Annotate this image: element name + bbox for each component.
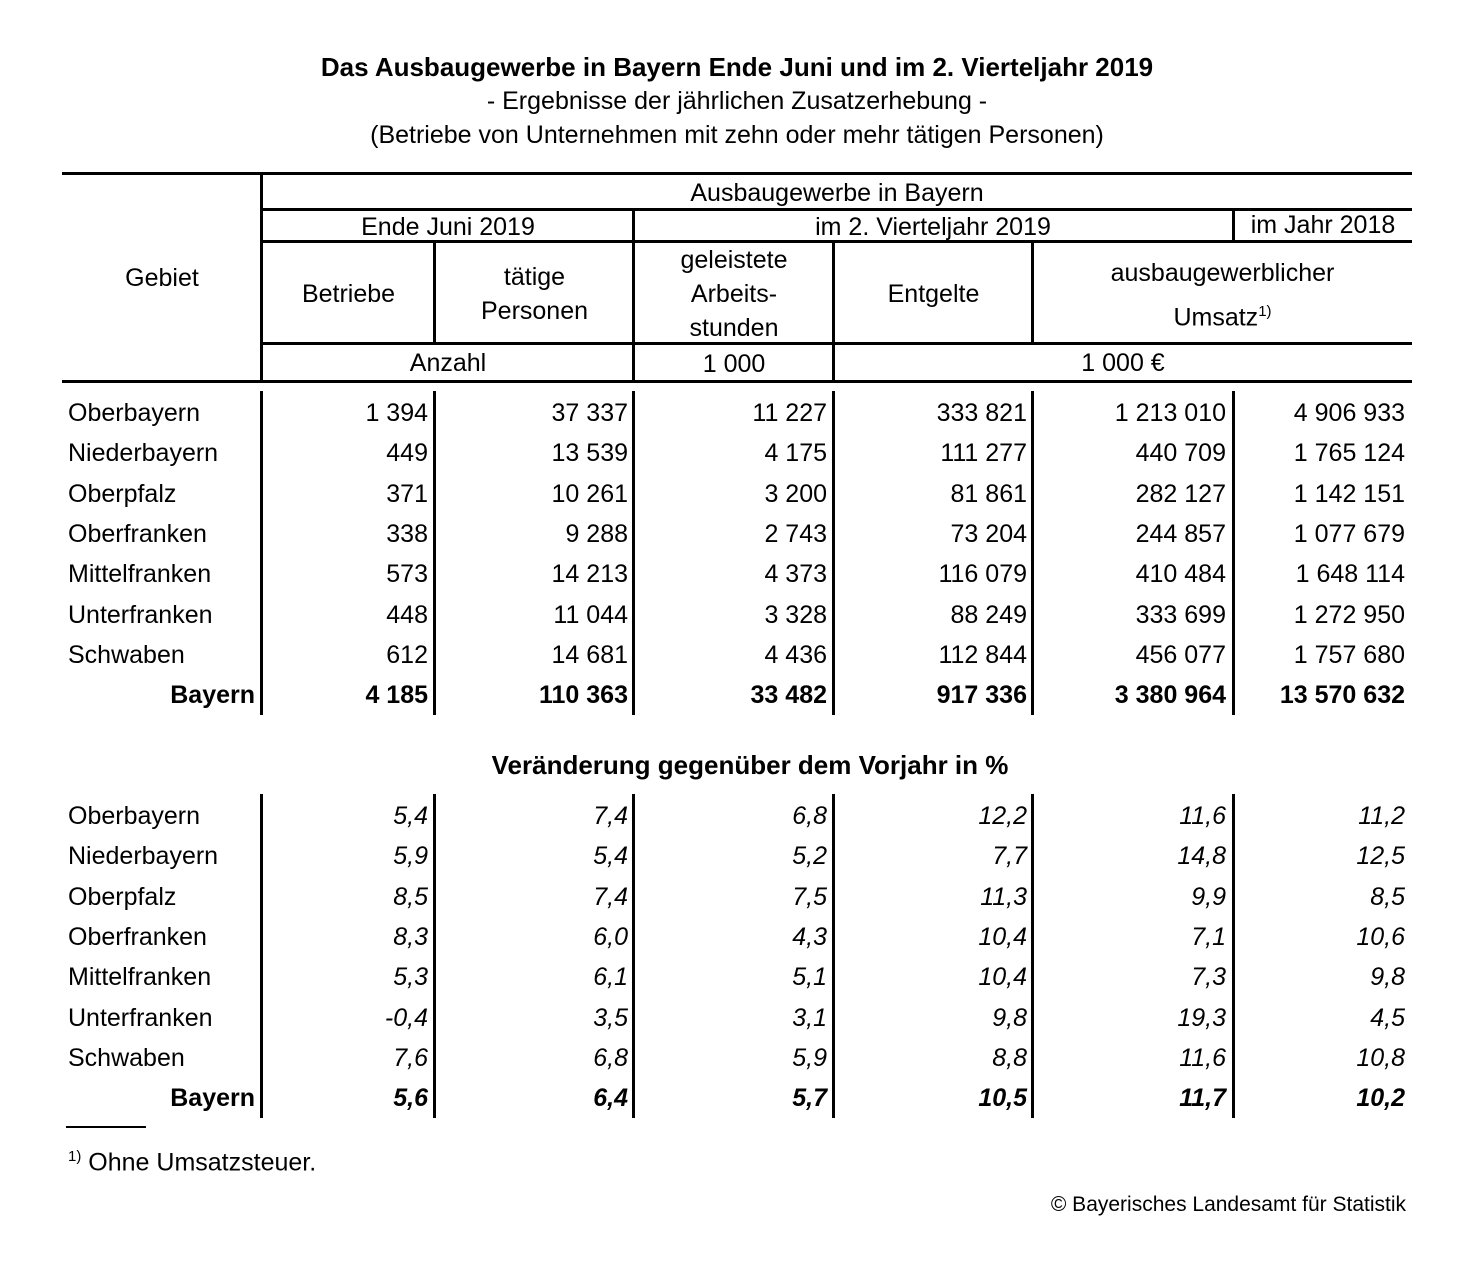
change-cell-personen: 6,4 — [593, 1084, 628, 1113]
header-stunden-2: Arbeits- — [690, 280, 778, 308]
change-cell-betriebe: -0,4 — [384, 1003, 428, 1032]
change-row-label: Unterfranken — [68, 1003, 213, 1032]
change-cell-entgelte: 7,7 — [992, 842, 1027, 871]
absolute-cell-personen: 13 539 — [551, 439, 628, 468]
change-cell-umsatz: 19,3 — [1177, 1003, 1226, 1032]
header-group: Ausbaugewerbe in Bayern — [690, 179, 984, 207]
unit-thousand-euro: 1 000 € — [1081, 349, 1165, 377]
change-cell-stunden: 5,7 — [792, 1084, 827, 1113]
change-cell-entgelte: 11,3 — [980, 882, 1027, 911]
change-cell-personen: 5,4 — [593, 842, 628, 871]
absolute-cell-entgelte: 88 249 — [950, 600, 1027, 629]
footnote: $^{1)}$ Ohne Umsatzsteuer. — [68, 1148, 317, 1177]
change-cell-personen: 6,8 — [593, 1043, 628, 1072]
change-cell-entgelte: 10,4 — [978, 963, 1027, 992]
absolute-cell-betriebe: 4 185 — [365, 681, 428, 710]
absolute-cell-betriebe: 448 — [386, 600, 428, 629]
absolute-cell-umsatz-2018: 13 570 632 — [1279, 681, 1405, 710]
change-column-divider — [832, 794, 835, 1118]
absolute-cell-umsatz-2018: 1 648 114 — [1295, 560, 1405, 589]
absolute-cell-stunden: 11 227 — [752, 399, 827, 427]
absolute-cell-stunden: 2 743 — [764, 519, 827, 548]
change-cell-stunden: 6,8 — [792, 802, 827, 830]
absolute-cell-umsatz: 3 380 964 — [1114, 681, 1226, 710]
change-cell-stunden: 5,9 — [792, 1043, 827, 1072]
absolute-cell-personen: 110 363 — [539, 681, 628, 710]
change-row-label: Niederbayern — [68, 842, 219, 871]
change-cell-personen: 6,0 — [593, 922, 628, 951]
header-umsatz-1: ausbaugewerblicher — [1110, 259, 1335, 287]
absolute-cell-entgelte: 111 277 — [940, 439, 1027, 468]
change-cell-personen: 7,4 — [593, 802, 628, 830]
change-cell-entgelte: 10,4 — [978, 922, 1027, 951]
change-cell-betriebe: 5,9 — [393, 842, 428, 871]
page-subtitle: - Ergebnisse der jährlichen Zusatzerhebung - — [486, 87, 988, 115]
absolute-cell-entgelte: 112 844 — [938, 640, 1027, 669]
absolute-cell-betriebe: 338 — [386, 519, 428, 548]
absolute-cell-umsatz: 333 699 — [1135, 600, 1226, 629]
absolute-cell-umsatz-2018: 1 077 679 — [1293, 519, 1405, 548]
change-cell-umsatz-2018: 4,5 — [1370, 1003, 1405, 1032]
absolute-cell-betriebe: 449 — [386, 439, 428, 468]
change-cell-entgelte: 10,5 — [978, 1084, 1027, 1113]
absolute-cell-entgelte: 81 861 — [950, 479, 1027, 508]
absolute-cell-umsatz: 1 213 010 — [1114, 399, 1226, 427]
change-cell-stunden: 7,5 — [792, 882, 827, 911]
absolute-cell-personen: 14 681 — [551, 640, 628, 669]
absolute-row-label: Bayern — [170, 681, 255, 710]
footnote-rule — [66, 1126, 146, 1128]
change-cell-umsatz: 9,9 — [1191, 882, 1226, 911]
absolute-cell-stunden: 33 482 — [750, 681, 827, 710]
change-cell-umsatz-2018: 11,2 — [1358, 802, 1405, 830]
absolute-cell-entgelte: 917 336 — [936, 681, 1027, 710]
absolute-cell-umsatz: 282 127 — [1135, 479, 1226, 508]
change-column-divider — [1031, 794, 1034, 1118]
absolute-cell-entgelte: 116 079 — [938, 560, 1027, 589]
change-cell-umsatz: 14,8 — [1177, 842, 1226, 871]
change-cell-umsatz: 7,3 — [1191, 963, 1226, 992]
absolute-cell-personen: 10 261 — [551, 479, 628, 508]
change-cell-personen: 7,4 — [593, 882, 628, 911]
change-row-label: Bayern — [170, 1084, 255, 1113]
copyright: © Bayerisches Landesamt für Statistik — [1050, 1193, 1406, 1216]
absolute-cell-personen: 11 044 — [553, 600, 628, 629]
change-cell-umsatz: 11,6 — [1179, 1043, 1226, 1072]
change-cell-stunden: 5,2 — [792, 842, 827, 871]
absolute-column-divider — [1031, 391, 1034, 715]
change-cell-umsatz-2018: 10,2 — [1356, 1084, 1405, 1113]
change-cell-umsatz-2018: 8,5 — [1370, 882, 1405, 911]
change-cell-umsatz-2018: 12,5 — [1356, 842, 1405, 871]
header-personen-2: Personen — [480, 297, 589, 325]
header-stunden-1: geleistete — [680, 246, 788, 274]
change-cell-umsatz: 7,1 — [1191, 922, 1226, 951]
change-cell-stunden: 4,3 — [792, 922, 827, 951]
absolute-cell-stunden: 4 175 — [764, 439, 827, 468]
unit-thousand: 1 000 — [702, 350, 766, 378]
absolute-column-divider — [433, 391, 436, 715]
page-subtitle-scope: (Betriebe von Unternehmen mit zehn oder mehr tätigen Personen) — [370, 121, 1104, 149]
change-row-label: Oberbayern — [68, 802, 201, 830]
absolute-cell-stunden: 4 436 — [764, 640, 827, 669]
absolute-cell-entgelte: 333 821 — [936, 399, 1027, 427]
change-column-divider — [433, 794, 436, 1118]
absolute-row-label: Schwaben — [68, 640, 185, 669]
absolute-cell-umsatz-2018: 4 906 933 — [1293, 399, 1405, 427]
change-cell-betriebe: 5,3 — [393, 963, 428, 992]
absolute-row-label: Unterfranken — [68, 600, 213, 629]
table-top-rule — [62, 172, 1412, 175]
change-cell-stunden: 3,1 — [792, 1003, 827, 1032]
absolute-cell-personen: 14 213 — [551, 560, 628, 589]
header-period-year: im Jahr 2018 — [1250, 211, 1396, 239]
absolute-row-label: Mittelfranken — [68, 560, 212, 589]
change-cell-umsatz-2018: 10,6 — [1356, 922, 1405, 951]
absolute-cell-betriebe: 573 — [386, 560, 428, 589]
header-gebiet: Gebiet — [125, 264, 199, 292]
change-cell-betriebe: 8,5 — [393, 882, 428, 911]
change-row-label: Mittelfranken — [68, 963, 212, 992]
change-cell-betriebe: 5,4 — [393, 802, 428, 830]
absolute-cell-betriebe: 612 — [386, 640, 428, 669]
header-stunden-3: stunden — [689, 314, 779, 342]
absolute-cell-entgelte: 73 204 — [950, 519, 1027, 548]
change-cell-entgelte: 8,8 — [992, 1043, 1027, 1072]
change-cell-betriebe: 8,3 — [393, 922, 428, 951]
absolute-cell-umsatz-2018: 1 272 950 — [1293, 600, 1405, 629]
change-cell-personen: 3,5 — [593, 1003, 628, 1032]
header-period-june: Ende Juni 2019 — [361, 213, 535, 241]
absolute-cell-stunden: 3 328 — [764, 600, 827, 629]
change-cell-personen: 6,1 — [593, 963, 628, 992]
page-title: Das Ausbaugewerbe in Bayern Ende Juni und im 2. Vierteljahr 2019 — [320, 52, 1154, 82]
change-cell-betriebe: 5,6 — [393, 1084, 428, 1113]
absolute-row-label: Niederbayern — [68, 439, 219, 468]
change-row-label: Schwaben — [68, 1043, 185, 1072]
change-cell-entgelte: 9,8 — [992, 1003, 1027, 1032]
absolute-cell-stunden: 3 200 — [764, 479, 827, 508]
absolute-cell-umsatz: 410 484 — [1135, 560, 1226, 589]
change-row-label: Oberfranken — [68, 922, 207, 951]
absolute-cell-betriebe: 1 394 — [365, 399, 428, 427]
change-cell-entgelte: 12,2 — [978, 802, 1027, 830]
absolute-column-divider — [832, 391, 835, 715]
change-row-label: Oberpfalz — [68, 882, 177, 911]
absolute-cell-betriebe: 371 — [386, 479, 428, 508]
absolute-cell-stunden: 4 373 — [764, 560, 827, 589]
header-umsatz-2: Umsatz$^{1)}$ — [1173, 303, 1272, 332]
absolute-cell-umsatz-2018: 1 765 124 — [1293, 439, 1405, 468]
footnote-marker: 1) — [1258, 303, 1272, 320]
section-title-change: Veränderung gegenüber dem Vorjahr in % — [491, 750, 1009, 780]
absolute-row-label: Oberbayern — [68, 399, 201, 427]
absolute-cell-personen: 9 288 — [565, 519, 628, 548]
absolute-cell-umsatz: 440 709 — [1135, 439, 1226, 468]
change-column-divider — [632, 794, 635, 1118]
header-betriebe: Betriebe — [301, 280, 396, 308]
absolute-row-label: Oberpfalz — [68, 479, 177, 508]
change-cell-umsatz-2018: 10,8 — [1356, 1043, 1405, 1072]
absolute-cell-umsatz: 456 077 — [1135, 640, 1226, 669]
absolute-cell-personen: 37 337 — [551, 399, 628, 427]
change-cell-betriebe: 7,6 — [393, 1043, 428, 1072]
absolute-cell-umsatz-2018: 1 142 151 — [1293, 479, 1405, 508]
absolute-cell-umsatz-2018: 1 757 680 — [1293, 640, 1405, 669]
change-cell-umsatz: 11,7 — [1179, 1084, 1226, 1113]
unit-anzahl: Anzahl — [409, 349, 487, 377]
absolute-column-divider — [632, 391, 635, 715]
change-cell-umsatz-2018: 9,8 — [1370, 963, 1405, 992]
change-cell-stunden: 5,1 — [792, 963, 827, 992]
absolute-cell-umsatz: 244 857 — [1135, 519, 1226, 548]
absolute-row-label: Oberfranken — [68, 519, 207, 548]
header-entgelte: Entgelte — [887, 280, 980, 308]
header-personen-1: tätige — [503, 263, 566, 291]
change-cell-umsatz: 11,6 — [1179, 802, 1226, 830]
header-period-quarter: im 2. Vierteljahr 2019 — [815, 213, 1051, 241]
